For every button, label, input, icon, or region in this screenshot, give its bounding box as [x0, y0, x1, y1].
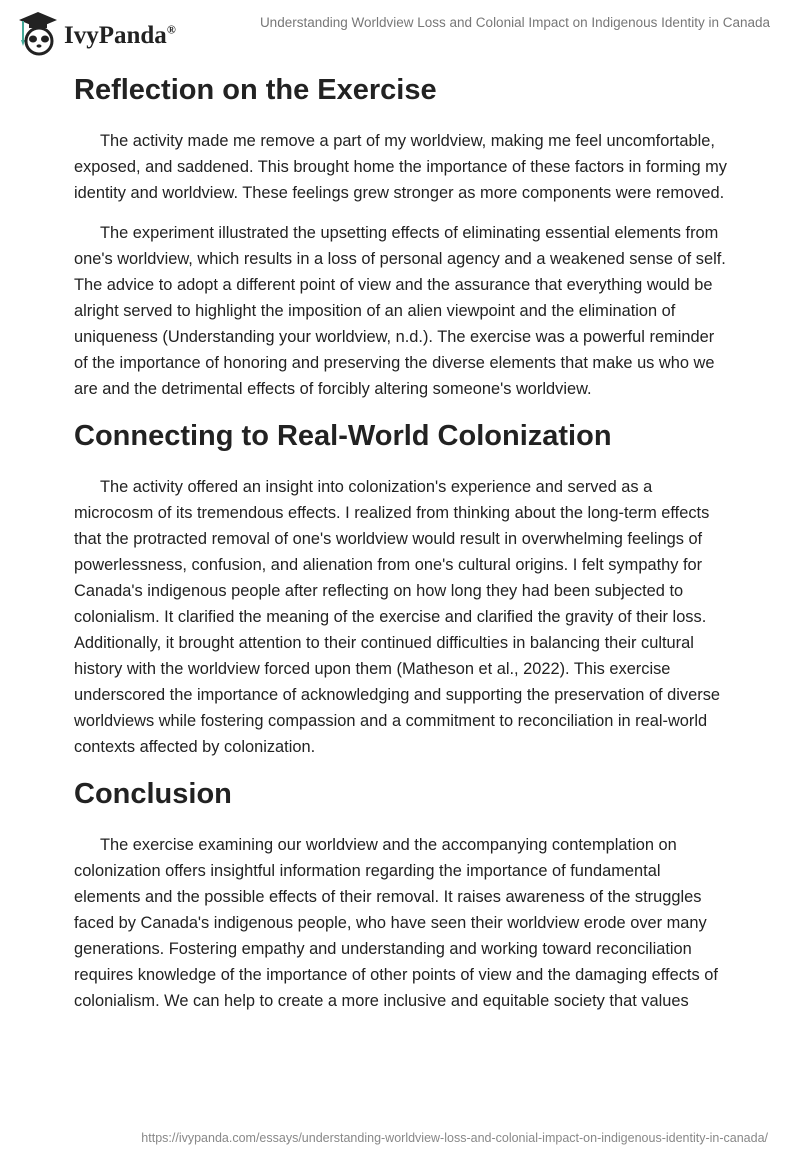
page-header [0, 0, 800, 60]
paragraph: The activity offered an insight into colonization's experience and served as a microcosm of its tremendous effects. I realized from thinking about the long-term effects that the protracted removal of one's worldview would result in overwhelming feelings of powerlessness, confusion, and alienation from one's cultural origins. I felt sympathy for Canada's indigenous people after reflecting on how long they had been subjected to colonialism. It clarified the meaning of the exercise and clarified the gravity of their loss. Additionally, it brought attention to their continued difficulties in balancing their cultural history with the worldview forced upon them (Matheson et al., 2022). This exercise underscored the importance of acknowledging and supporting the preservation of diverse worldviews while fostering compassion and a commitment to reconciliation in real-world contexts affected by colonization. [74, 478, 721, 756]
logo-text: IvyPanda [64, 22, 167, 49]
essay-content [74, 70, 728, 1028]
section-heading: Connecting to Real-World Colonization [74, 420, 612, 452]
panda-graduate-icon [18, 10, 58, 56]
paragraph: The experiment illustrated the upsetting effects of eliminating essential elements from one's worldview, which results in a loss of personal agency and a weakened sense of self. The advice to adopt a different point of view and the assurance that everything would be alright served to highlight the imposition of an alien viewpoint and the elimination of uniqueness (Understanding your worldview, n.d.). The exercise was a powerful reminder of the importance of honoring and preserving the diverse elements that make us who we are and the detrimental effects of forcibly altering someone's worldview. [74, 224, 726, 398]
section-heading: Conclusion [74, 778, 232, 810]
source-url[interactable]: https://ivypanda.com/essays/understanding-worldview-loss-and-colonial-impact-on-indigenous-identity-in-canada/ [141, 1131, 768, 1145]
document-title: Understanding Worldview Loss and Colonial Impact on Indigenous Identity in Canada [259, 15, 770, 30]
paragraph: The exercise examining our worldview and the accompanying contemplation on colonization offers insightful information regarding the importance of fundamental elements and the possible effects of their removal. It raises awareness of the struggles faced by Canada's indigenous people, who have seen their worldview erode over many generations. Fostering empathy and understanding and working toward reconciliation requires knowledge of the importance of other points of view and the damaging effects of colonialism. We can help to create a more inclusive and equitable society that values [74, 836, 718, 1010]
registered-mark: ® [166, 22, 176, 37]
ivypanda-logo[interactable] [18, 10, 176, 56]
section-heading: Reflection on the Exercise [74, 74, 437, 106]
paragraph: The activity made me remove a part of my worldview, making me feel uncomfortable, exposed, and saddened. This brought home the importance of these factors in forming my identity and worldview. These feelings grew stronger as more components were removed. [74, 132, 727, 202]
